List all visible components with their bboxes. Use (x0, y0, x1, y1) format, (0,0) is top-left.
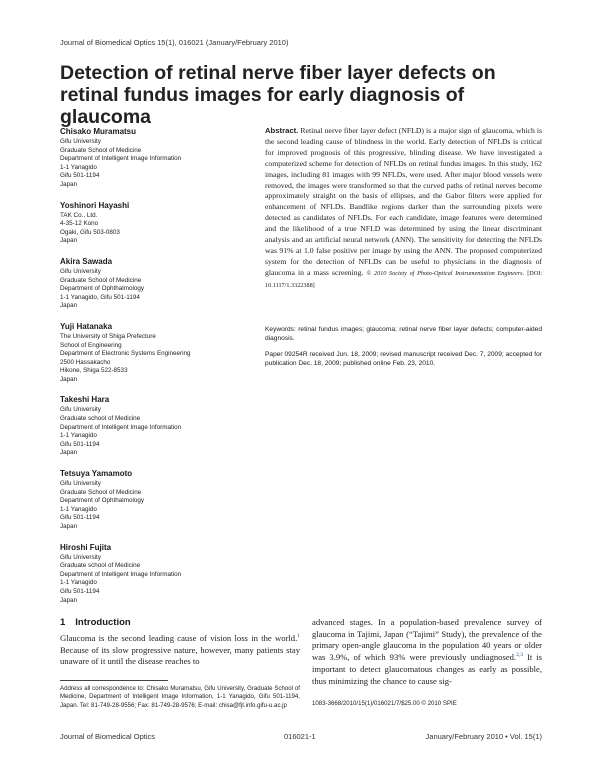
author-name: Hiroshi Fujita (60, 542, 112, 552)
author-name: Akira Sawada (60, 256, 113, 266)
abstract (265, 126, 542, 292)
affiliation-line: Gifu 501-1194 (60, 172, 100, 180)
abstract-label: Abstract. (265, 126, 299, 135)
author-block (60, 321, 260, 385)
affiliation-line: Japan (60, 180, 78, 188)
affiliation-line: Gifu 501-1194 (60, 440, 100, 448)
affiliation-line: Japan (60, 302, 78, 310)
author-block (60, 468, 260, 532)
author-name: Tetsuya Yamamoto (60, 469, 133, 479)
citation-ref[interactable]: 2,3 (516, 652, 523, 659)
affiliation-line: Graduate School of Medicine (60, 276, 142, 284)
author-list (60, 126, 260, 615)
author-block (60, 256, 260, 311)
footer-issue: January/February 2010 • Vol. 15(1) (425, 732, 542, 741)
footer-journal: Journal of Biomedical Optics (60, 732, 156, 741)
affiliation-line: Gifu University (60, 138, 101, 145)
footer-page-number: 016021-1 (284, 732, 316, 741)
correspondence-footnote: Address all correspondence to: Chisako Muramatsu, Gifu University, Graduate School of Medicine, Department of Intelligent Image Information, 1-1 Yanagido, Gifu 501-1194, Japan. Tel: 81-749-28-9556; Fax: 81-749-28-9576; E-mail: chisa@fjt.info.gifu-u.ac.jp (60, 685, 300, 709)
affiliation-line: The University of Shiga Prefecture (60, 332, 156, 340)
affiliation-line: Department of Intelligent Image Information (60, 155, 182, 163)
section-number: 1 (60, 617, 66, 628)
intro-right-column (312, 617, 542, 687)
affiliation-line: Department of Ophthalmology (60, 497, 145, 505)
affiliation-line: Graduate school of Medicine (60, 415, 141, 423)
author-block (60, 542, 260, 606)
affiliation-line: Gifu University (60, 553, 101, 561)
article-title: Detection of retinal nerve fiber layer defects on retinal fundus images for early diagnosis of glaucoma (60, 62, 496, 128)
affiliation-line: Gifu University (60, 480, 101, 488)
affiliation-line: Graduate school of Medicine (60, 562, 141, 570)
copyright-notice: © 2010 Society of Photo-Optical Instrumentation Engineers. (366, 269, 525, 277)
affiliation-line: Graduate School of Medicine (60, 488, 142, 496)
affiliation-line: Japan (60, 237, 78, 245)
affiliation-line: Japan (60, 449, 78, 457)
author-name: Chisako Muramatsu (60, 127, 137, 136)
section-title: Introduction (75, 617, 131, 628)
affiliation-line: Department of Ophthalmology (60, 285, 145, 293)
affiliation-line: Gifu University (60, 267, 101, 275)
section-heading (60, 617, 300, 628)
author-name: Yoshinori Hayashi (60, 200, 130, 210)
affiliation-line: 1-1 Yanagido (60, 163, 97, 171)
affiliation-line: Ogaki, Gifu 503-0803 (60, 228, 120, 236)
footnote-rule (60, 680, 168, 681)
running-head: Journal of Biomedical Optics 15(1), 016021 (January/February 2010) (60, 38, 289, 47)
affiliation-line: Department of Electronic Systems Engineering (60, 350, 191, 358)
affiliation-line: TAK Co., Ltd. (60, 211, 98, 219)
affiliation-line: 1-1 Yanagido (60, 505, 97, 513)
author-block (60, 394, 260, 458)
affiliation-line: Gifu 501-1194 (60, 587, 100, 595)
abstract-text: Retinal nerve fiber layer defect (NFLD) is a major sign of glaucoma, which is the second leading cause of blindness in the world. Early detection of NFLDs is critical for improved prognosis of this progressive, blinding disease. We have investigated a computerized scheme for detection of NFLDs on retinal fundus images. In this study, 162 images, including 81 images with 99 NFLDs, were used. After major blood vessels were removed, the images were transformed so that the curved paths of retinal nerves become approximately straight on the basis of ellipses, and the Gabor filters were applied for enhancement of NFLDs. Bandlike regions darker than the surrounding pixels were detected as candidates of NFLDs. For each candidate, image features were determined and the likelihood of a true NFLD was determined by using the linear discriminant analysis and an artificial neural network (ANN). The sensitivity for detecting the NFLDs was 91% at 1.0 false positive per image by using the ANN. The proposed computerized system for the detection of NFLDs can be useful to physicians in the diagnosis of glaucoma in a mass screening. (265, 126, 543, 277)
affiliation-line: Japan (60, 596, 78, 604)
intro-text-4: It is important to detect glaucomatous changes as early as possible, thus minimizing the chance to cause sig- (312, 652, 543, 686)
author-block (60, 200, 260, 246)
author-name: Takeshi Hara (60, 395, 110, 405)
affiliation-line: 1-1 Yanagido (60, 432, 97, 440)
author-name: Yuji Hatanaka (60, 321, 113, 331)
intro-text-3: advanced stages. In a population-based prevalence survey of glaucoma in Tajimi, Japan (“Tajimi” Study), the prevalence of the primary open-angle glaucoma in the population 40 years or older was 3.9%, of which 93% were previously undiagnosed. (312, 617, 542, 663)
affiliation-line: Department of Intelligent Image Information (60, 570, 182, 578)
affiliation-line: 2500 Hassakacho (60, 358, 111, 366)
affiliation-line: Japan (60, 375, 78, 383)
intro-text-1: Glaucoma is the second leading cause of vision loss in the world. (60, 633, 298, 643)
citation-ref[interactable]: 1 (297, 633, 300, 640)
affiliation-line: 1-1 Yanagido, Gifu 501-1194 (60, 293, 140, 301)
affiliation-line: Graduate School of Medicine (60, 146, 142, 154)
affiliation-line: 1-1 Yanagido (60, 579, 97, 587)
issn-line: 1083-3668/2010/15(1)/016021/7/$25.00 © 2010 SPIE (312, 700, 457, 707)
affiliation-line: Hikone, Shiga 522-8533 (60, 367, 128, 375)
affiliation-line: Department of Intelligent Image Information (60, 423, 182, 431)
affiliation-line: Japan (60, 523, 78, 530)
intro-left-column (60, 617, 300, 668)
affiliation-line: 4-35-12 Kono (60, 220, 99, 228)
affiliation-line: Gifu 501-1194 (60, 514, 100, 522)
keywords: Keywords: retinal fundus images; glaucoma; retinal nerve fiber layer defects; computer-aided diagnosis. (265, 326, 542, 343)
author-block (60, 126, 260, 190)
intro-paragraph (60, 633, 300, 668)
affiliation-line: School of Engineering (60, 341, 122, 349)
affiliation-line: Gifu University (60, 406, 101, 414)
intro-paragraph-cont (312, 617, 542, 687)
paper-history: Paper 09254R received Jun. 18, 2009; revised manuscript received Dec. 7, 2009; accepted for publication Dec. 18, 2009; published online Feb. 23, 2010. (265, 351, 542, 368)
intro-text-2: Because of its slow progressive nature, however, many patients stay unaware of it until the disease reaches to (60, 644, 300, 667)
doi[interactable]: [DOI: 10.1117/1.3322388] (265, 269, 542, 289)
